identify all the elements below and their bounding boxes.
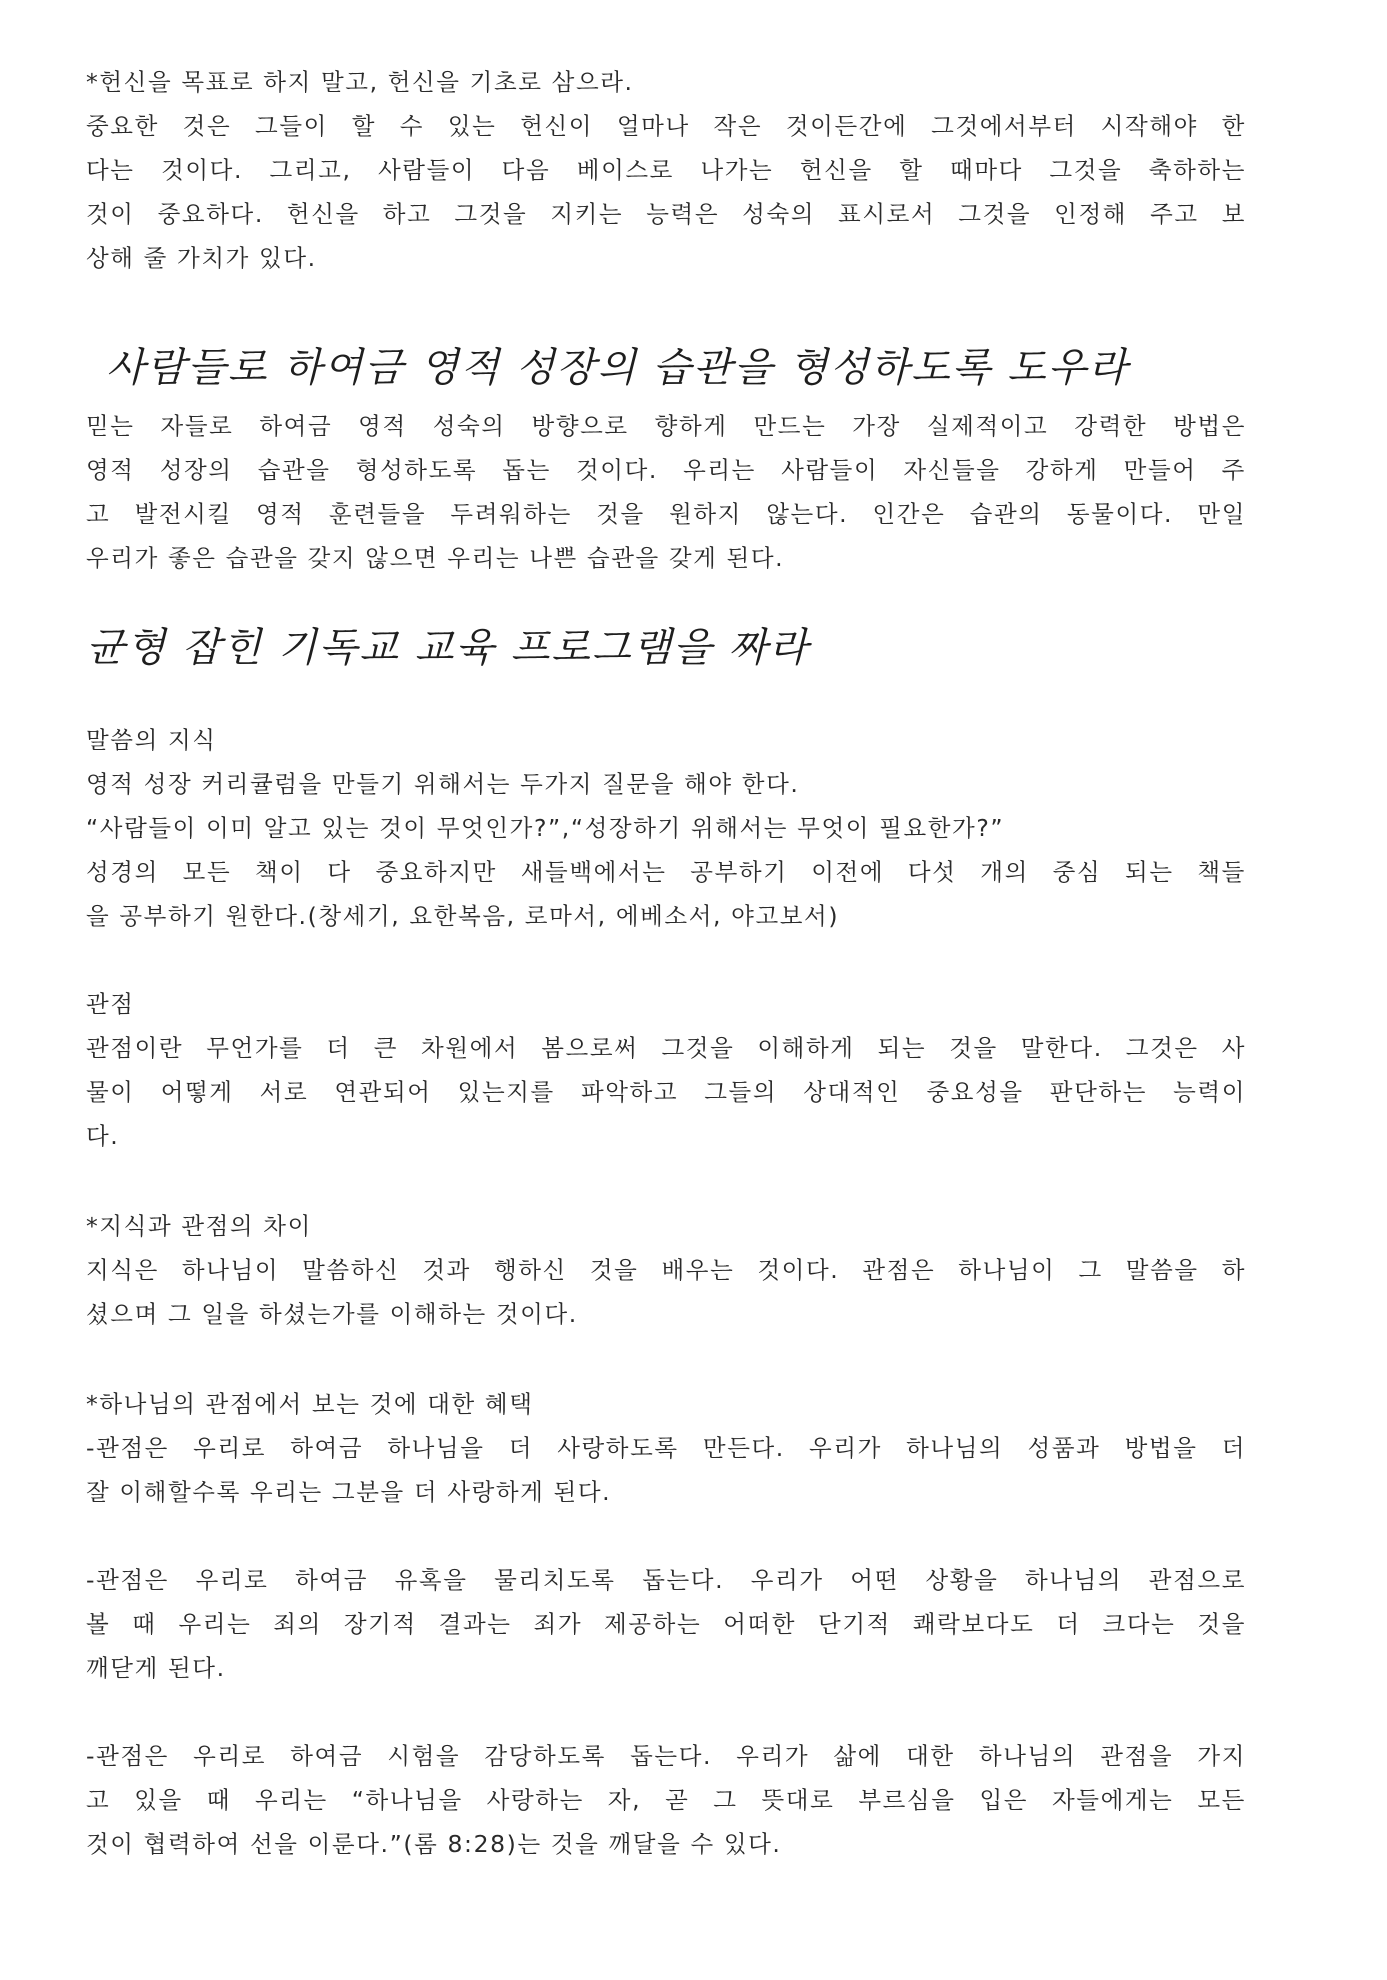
paragraph-line: “사람들이 이미 알고 있는 것이 무엇인가?”,“성장하기 위해서는 무엇이 필요한가?” — [86, 814, 1005, 842]
paragraph-line: 셨으며 그 일을 하셨는가를 이해하는 것이다. — [86, 1300, 578, 1328]
paragraph-line: 다는 것이다. 그리고, 사람들이 다음 베이스로 나가는 헌신을 할 때마다 그것을 축하하는 — [86, 156, 1246, 184]
perspective-subtitle: 관점 — [86, 990, 135, 1018]
paragraph-line: 깨닫게 된다. — [86, 1654, 226, 1682]
paragraph-line: 고 발전시킬 영적 훈련들을 두려워하는 것을 원하지 않는다. 인간은 습관의 동물이다. 만일 — [86, 500, 1246, 528]
paragraph-line: 잘 이해할수록 우리는 그분을 더 사랑하게 된다. — [86, 1478, 612, 1506]
paragraph-line: 관점이란 무언가를 더 큰 차원에서 봄으로써 그것을 이해하게 되는 것을 말한다. 그것은 사 — [86, 1034, 1246, 1062]
knowledge-paragraph — [86, 762, 1246, 938]
paragraph-line: 중요한 것은 그들이 할 수 있는 헌신이 얼마나 작은 것이든간에 그것에서부터 시작해야 한 — [86, 112, 1246, 140]
difference-subtitle: *지식과 관점의 차이 — [86, 1212, 312, 1240]
paragraph-line: 다. — [86, 1122, 120, 1150]
benefit-love-paragraph — [86, 1426, 1246, 1514]
paragraph-line: 을 공부하기 원한다.(창세기, 요한복음, 로마서, 에베소서, 야고보서) — [86, 902, 840, 930]
paragraph-line: 지식은 하나님이 말씀하신 것과 행하신 것을 배우는 것이다. 관점은 하나님이 그 말씀을 하 — [86, 1256, 1246, 1284]
commitment-paragraph — [86, 104, 1246, 280]
paragraph-line: 볼 때 우리는 죄의 장기적 결과는 죄가 제공하는 어떠한 단기적 쾌락보다도 더 크다는 것을 — [86, 1610, 1246, 1638]
paragraph-line: 우리가 좋은 습관을 갖지 않으면 우리는 나쁜 습관을 갖게 된다. — [86, 544, 785, 572]
section-heading-habits: 사람들로 하여금 영적 성장의 습관을 형성하도록 도우라 — [106, 345, 1130, 391]
paragraph-line: -관점은 우리로 하여금 하나님을 더 사랑하도록 만든다. 우리가 하나님의 성품과 방법을 더 — [86, 1434, 1246, 1462]
paragraph-line: 영적 성장의 습관을 형성하도록 돕는 것이다. 우리는 사람들이 자신들을 강하게 만들어 주 — [86, 456, 1246, 484]
habits-paragraph — [86, 404, 1246, 580]
perspective-paragraph — [86, 1026, 1246, 1158]
knowledge-subtitle: 말씀의 지식 — [86, 726, 217, 754]
document-page — [86, 60, 1246, 1866]
paragraph-line: 성경의 모든 책이 다 중요하지만 새들백에서는 공부하기 이전에 다섯 개의 중심 되는 책들 — [86, 858, 1246, 886]
paragraph-line: 영적 성장 커리큘럼을 만들기 위해서는 두가지 질문을 해야 한다. — [86, 770, 800, 798]
paragraph-line: 것이 협력하여 선을 이룬다.”(롬 8:28)는 것을 깨달을 수 있다. — [86, 1830, 782, 1858]
paragraph-line: -관점은 우리로 하여금 유혹을 물리치도록 돕는다. 우리가 어떤 상황을 하나님의 관점으로 — [86, 1566, 1246, 1594]
paragraph-line: 상해 줄 가치가 있다. — [86, 244, 317, 272]
paragraph-line: -관점은 우리로 하여금 시험을 감당하도록 돕는다. 우리가 삶에 대한 하나님의 관점을 가지 — [86, 1742, 1246, 1770]
benefits-subtitle: *하나님의 관점에서 보는 것에 대한 혜택 — [86, 1390, 534, 1418]
difference-paragraph — [86, 1248, 1246, 1336]
commitment-subtitle: *헌신을 목표로 하지 말고, 헌신을 기초로 삼으라. — [86, 68, 634, 96]
benefit-temptation-paragraph — [86, 1558, 1246, 1690]
section-heading-education: 균형 잡힌 기독교 교육 프로그램을 짜라 — [86, 625, 810, 671]
paragraph-line: 고 있을 때 우리는 “하나님을 사랑하는 자, 곧 그 뜻대로 부르심을 입은 자들에게는 모든 — [86, 1786, 1246, 1814]
paragraph-line: 물이 어떻게 서로 연관되어 있는지를 파악하고 그들의 상대적인 중요성을 판단하는 능력이 — [86, 1078, 1246, 1106]
benefit-trials-paragraph — [86, 1734, 1246, 1866]
paragraph-line: 믿는 자들로 하여금 영적 성숙의 방향으로 향하게 만드는 가장 실제적이고 강력한 방법은 — [86, 412, 1246, 440]
paragraph-line: 것이 중요하다. 헌신을 하고 그것을 지키는 능력은 성숙의 표시로서 그것을 인정해 주고 보 — [86, 200, 1246, 228]
